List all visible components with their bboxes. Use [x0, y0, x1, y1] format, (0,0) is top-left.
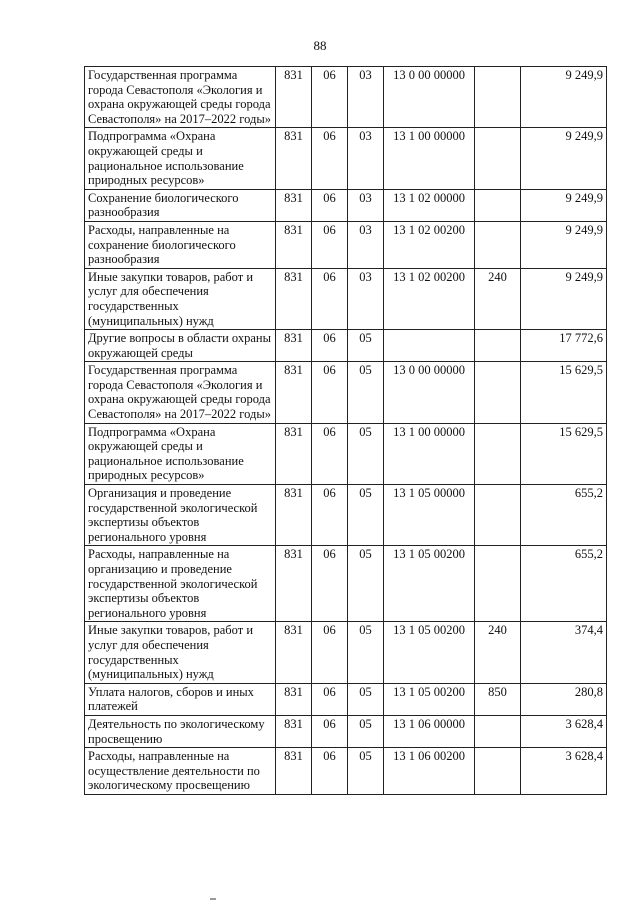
- amount-cell: 9 249,9: [521, 128, 607, 189]
- table-row: [85, 715, 607, 747]
- amount-cell: 9 249,9: [521, 221, 607, 268]
- section-code-cell: 06: [312, 546, 348, 622]
- admin-code-cell: 831: [276, 221, 312, 268]
- row-name-cell: Государственная программа города Севастополя «Экология и охрана окружающей среды города Севастополя» на 2017–2022 годы»: [85, 67, 276, 128]
- row-name-cell: Сохранение биологического разнообразия: [85, 189, 276, 221]
- table-row: [85, 189, 607, 221]
- target-article-cell: [384, 330, 475, 362]
- row-name-cell: Организация и проведение государственной экологической экспертизы объектов регионального уровня: [85, 485, 276, 546]
- table-row: [85, 622, 607, 683]
- row-name-cell: Подпрограмма «Охрана окружающей среды и рациональное использование природных ресурсов»: [85, 423, 276, 484]
- admin-code-cell: 831: [276, 748, 312, 795]
- amount-cell: 655,2: [521, 485, 607, 546]
- row-name-cell: Иные закупки товаров, работ и услуг для обеспечения государственных (муниципальных) нужд: [85, 268, 276, 329]
- table-row: [85, 268, 607, 329]
- subsection-code-cell: 05: [348, 423, 384, 484]
- row-name-cell: Другие вопросы в области охраны окружающей среды: [85, 330, 276, 362]
- admin-code-cell: 831: [276, 128, 312, 189]
- row-name-cell: Уплата налогов, сборов и иных платежей: [85, 683, 276, 715]
- expense-type-cell: [475, 221, 521, 268]
- target-article-cell: 13 1 05 00000: [384, 485, 475, 546]
- amount-cell: 3 628,4: [521, 748, 607, 795]
- expense-type-cell: 850: [475, 683, 521, 715]
- subsection-code-cell: 03: [348, 189, 384, 221]
- admin-code-cell: 831: [276, 546, 312, 622]
- amount-cell: 9 249,9: [521, 268, 607, 329]
- admin-code-cell: 831: [276, 423, 312, 484]
- admin-code-cell: 831: [276, 485, 312, 546]
- section-code-cell: 06: [312, 362, 348, 423]
- target-article-cell: 13 1 02 00200: [384, 268, 475, 329]
- row-name-cell: Деятельность по экологическому просвещению: [85, 715, 276, 747]
- expense-type-cell: [475, 423, 521, 484]
- row-name-cell: Расходы, направленные на сохранение биологического разнообразия: [85, 221, 276, 268]
- amount-cell: 17 772,6: [521, 330, 607, 362]
- target-article-cell: 13 1 02 00000: [384, 189, 475, 221]
- subsection-code-cell: 05: [348, 362, 384, 423]
- subsection-code-cell: 03: [348, 67, 384, 128]
- target-article-cell: 13 1 05 00200: [384, 546, 475, 622]
- table-row: [85, 221, 607, 268]
- target-article-cell: 13 1 05 00200: [384, 683, 475, 715]
- admin-code-cell: 831: [276, 330, 312, 362]
- target-article-cell: 13 0 00 00000: [384, 67, 475, 128]
- expense-type-cell: [475, 546, 521, 622]
- section-code-cell: 06: [312, 330, 348, 362]
- table-row: [85, 330, 607, 362]
- table-row: [85, 683, 607, 715]
- section-code-cell: 06: [312, 423, 348, 484]
- amount-cell: 15 629,5: [521, 362, 607, 423]
- subsection-code-cell: 05: [348, 683, 384, 715]
- table-row: [85, 546, 607, 622]
- expense-type-cell: [475, 715, 521, 747]
- amount-cell: 9 249,9: [521, 189, 607, 221]
- admin-code-cell: 831: [276, 268, 312, 329]
- table-row: [85, 485, 607, 546]
- target-article-cell: 13 0 00 00000: [384, 362, 475, 423]
- target-article-cell: 13 1 05 00200: [384, 622, 475, 683]
- section-code-cell: 06: [312, 128, 348, 189]
- subsection-code-cell: 05: [348, 330, 384, 362]
- section-code-cell: 06: [312, 748, 348, 795]
- scan-artifact: [210, 898, 216, 900]
- row-name-cell: Расходы, направленные на организацию и проведение государственной экологической экспертизы объектов регионального уровня: [85, 546, 276, 622]
- page-number: 88: [313, 38, 327, 53]
- subsection-code-cell: 03: [348, 268, 384, 329]
- target-article-cell: 13 1 06 00000: [384, 715, 475, 747]
- expense-type-cell: [475, 485, 521, 546]
- subsection-code-cell: 05: [348, 485, 384, 546]
- expense-type-cell: [475, 128, 521, 189]
- expense-type-cell: 240: [475, 622, 521, 683]
- section-code-cell: 06: [312, 268, 348, 329]
- section-code-cell: 06: [312, 485, 348, 546]
- target-article-cell: 13 1 06 00200: [384, 748, 475, 795]
- admin-code-cell: 831: [276, 683, 312, 715]
- section-code-cell: 06: [312, 715, 348, 747]
- target-article-cell: 13 1 00 00000: [384, 423, 475, 484]
- table-row: [85, 362, 607, 423]
- row-name-cell: Государственная программа города Севастополя «Экология и охрана окружающей среды города Севастополя» на 2017–2022 годы»: [85, 362, 276, 423]
- target-article-cell: 13 1 02 00200: [384, 221, 475, 268]
- subsection-code-cell: 05: [348, 546, 384, 622]
- table-row: [85, 423, 607, 484]
- admin-code-cell: 831: [276, 362, 312, 423]
- row-name-cell: Иные закупки товаров, работ и услуг для обеспечения государственных (муниципальных) нужд: [85, 622, 276, 683]
- row-name-cell: Подпрограмма «Охрана окружающей среды и рациональное использование природных ресурсов»: [85, 128, 276, 189]
- expense-type-cell: [475, 189, 521, 221]
- amount-cell: 374,4: [521, 622, 607, 683]
- row-name-cell: Расходы, направленные на осуществление деятельности по экологическому просвещению: [85, 748, 276, 795]
- table-row: [85, 748, 607, 795]
- table-row: [85, 67, 607, 128]
- section-code-cell: 06: [312, 221, 348, 268]
- target-article-cell: 13 1 00 00000: [384, 128, 475, 189]
- subsection-code-cell: 05: [348, 748, 384, 795]
- admin-code-cell: 831: [276, 67, 312, 128]
- section-code-cell: 06: [312, 189, 348, 221]
- expense-type-cell: [475, 748, 521, 795]
- subsection-code-cell: 05: [348, 715, 384, 747]
- expense-type-cell: [475, 330, 521, 362]
- table-row: [85, 128, 607, 189]
- subsection-code-cell: 05: [348, 622, 384, 683]
- budget-table: [84, 66, 607, 795]
- amount-cell: 3 628,4: [521, 715, 607, 747]
- expense-type-cell: [475, 67, 521, 128]
- admin-code-cell: 831: [276, 189, 312, 221]
- subsection-code-cell: 03: [348, 128, 384, 189]
- amount-cell: 655,2: [521, 546, 607, 622]
- expense-type-cell: 240: [475, 268, 521, 329]
- section-code-cell: 06: [312, 683, 348, 715]
- amount-cell: 9 249,9: [521, 67, 607, 128]
- amount-cell: 280,8: [521, 683, 607, 715]
- admin-code-cell: 831: [276, 622, 312, 683]
- section-code-cell: 06: [312, 622, 348, 683]
- expense-type-cell: [475, 362, 521, 423]
- amount-cell: 15 629,5: [521, 423, 607, 484]
- section-code-cell: 06: [312, 67, 348, 128]
- admin-code-cell: 831: [276, 715, 312, 747]
- subsection-code-cell: 03: [348, 221, 384, 268]
